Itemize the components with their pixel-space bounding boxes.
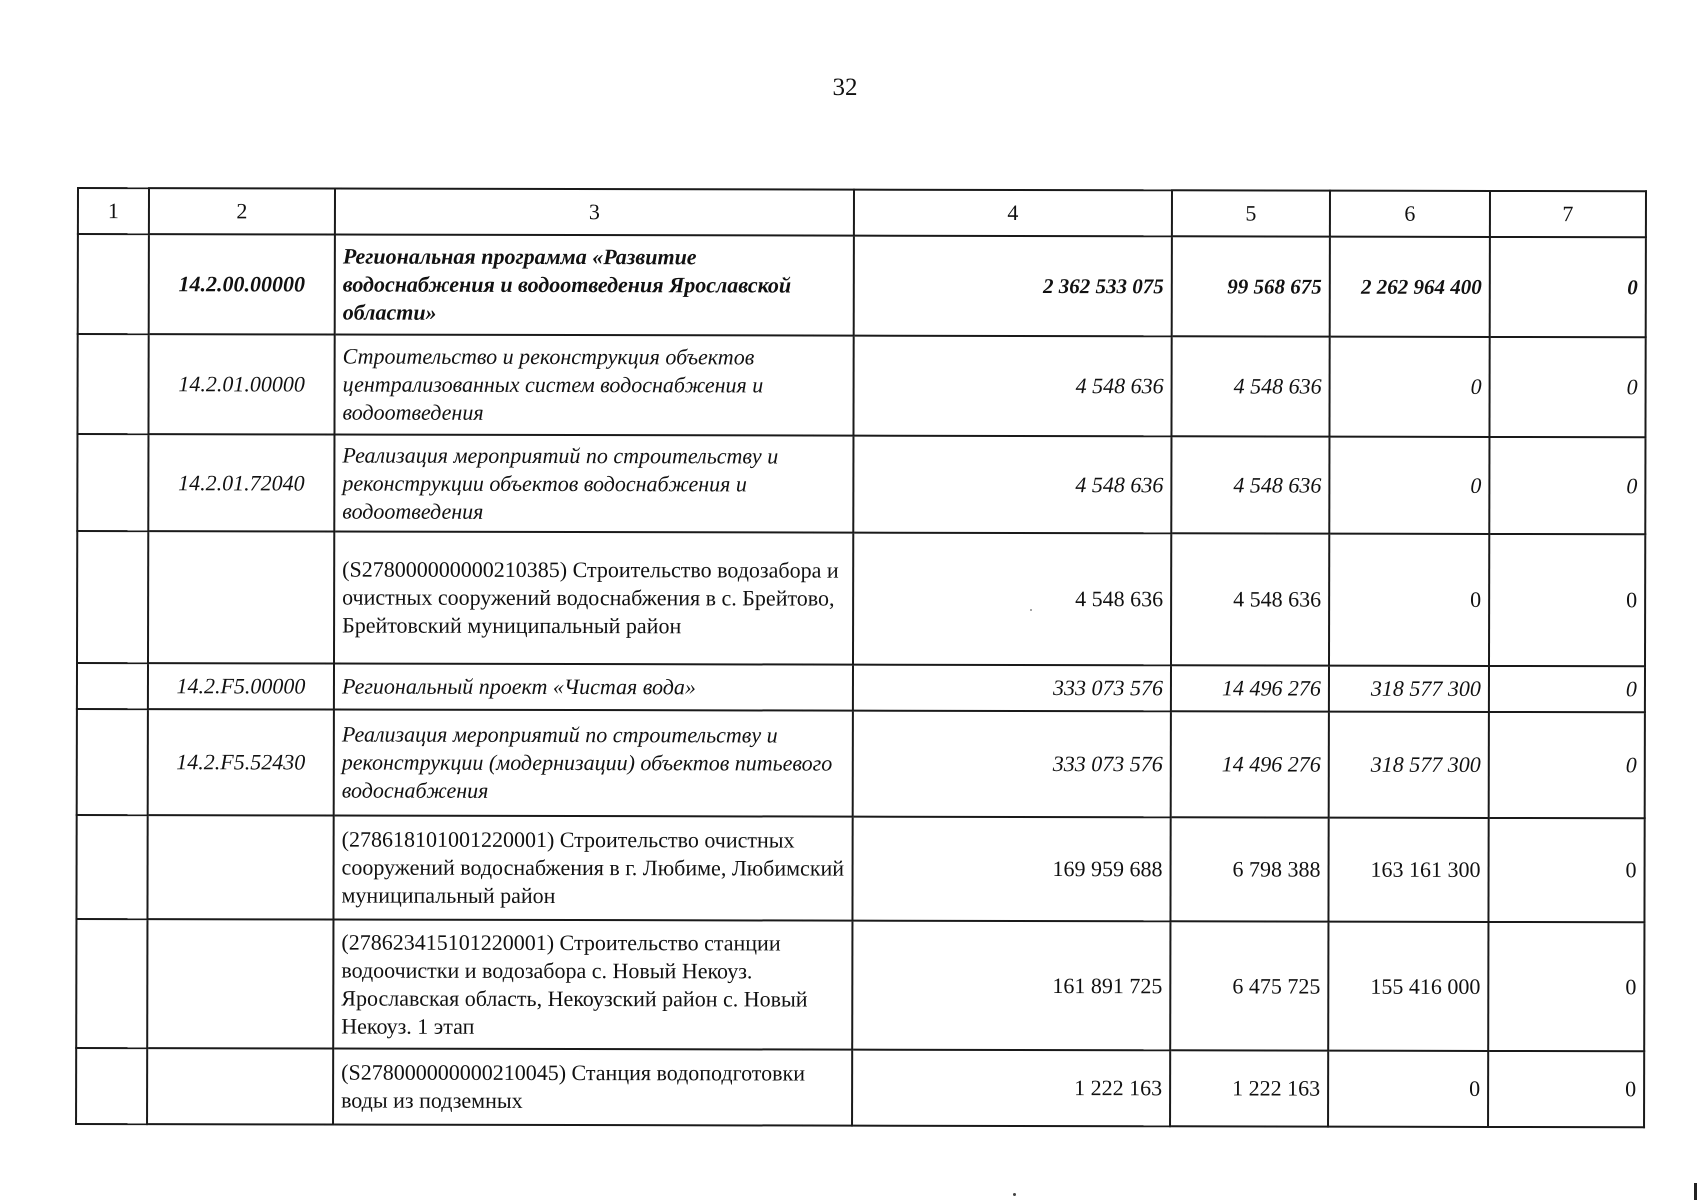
budget-table bbox=[75, 187, 1647, 1128]
cell-col5 bbox=[1171, 665, 1329, 711]
cell-col1 bbox=[77, 531, 148, 663]
cell-code bbox=[147, 1048, 333, 1124]
header-cell: 3 bbox=[335, 189, 854, 236]
cell-col7-text: 0 bbox=[1625, 973, 1637, 999]
cell-code bbox=[147, 815, 333, 919]
cell-total-text: 1 222 163 bbox=[1074, 1075, 1163, 1101]
cell-total bbox=[853, 336, 1171, 437]
cell-code-text: 14.2.00.00000 bbox=[178, 271, 306, 297]
cell-name-text: Реализация мероприятий по строительству и реконструкции объектов водоснабжения и водоотведения bbox=[342, 442, 779, 524]
table-row bbox=[76, 1048, 1644, 1127]
cell-name-text: (278623415101220001) Строительство станции водоочистки и водозабора с. Новый Некоуз. Ярославская область, Некоузский район с. Новый Некоуз. 1 этап bbox=[341, 929, 808, 1039]
cell-col6-text: 155 416 000 bbox=[1370, 973, 1481, 999]
cell-col6 bbox=[1328, 1051, 1488, 1127]
cell-col5 bbox=[1171, 533, 1329, 665]
cell-code-text: 14.2.F5.00000 bbox=[176, 673, 306, 699]
cell-total-text: 161 891 725 bbox=[1052, 972, 1163, 998]
cell-col7 bbox=[1488, 1051, 1644, 1127]
cell-col6-text: 0 bbox=[1470, 472, 1482, 498]
cell-col1 bbox=[77, 663, 148, 709]
scan-speck bbox=[1030, 609, 1032, 611]
cell-col5-text: 4 548 636 bbox=[1233, 471, 1322, 498]
cell-name bbox=[334, 710, 853, 817]
header-cell: 7 bbox=[1490, 191, 1646, 237]
cell-code bbox=[148, 531, 334, 663]
cell-code bbox=[147, 919, 333, 1048]
cell-total-text: 4 548 636 bbox=[1075, 471, 1164, 497]
cell-col6 bbox=[1329, 437, 1489, 534]
cell-col6-text: 163 161 300 bbox=[1370, 856, 1481, 882]
cell-col7-text: 0 bbox=[1625, 857, 1637, 883]
scan-speck bbox=[1013, 1193, 1016, 1196]
table-row bbox=[77, 434, 1645, 534]
cell-col7-text: 0 bbox=[1627, 275, 1638, 300]
cell-col7 bbox=[1489, 437, 1645, 534]
cell-total bbox=[852, 817, 1170, 922]
cell-name bbox=[334, 532, 853, 665]
header-cell: 1 bbox=[78, 188, 149, 234]
cell-total-text: 169 959 688 bbox=[1052, 856, 1163, 882]
cell-col7-text: 0 bbox=[1625, 676, 1637, 702]
cell-col7 bbox=[1489, 666, 1645, 712]
cell-col6 bbox=[1329, 534, 1489, 666]
cell-name bbox=[333, 1049, 852, 1126]
cell-code-text: 14.2.01.72040 bbox=[178, 469, 305, 495]
cell-name-text: (278618101001220001) Строительство очистных сооружений водоснабжения в г. Любиме, Любимский муниципальный район bbox=[341, 826, 845, 909]
cell-name bbox=[334, 435, 853, 533]
cell-col7 bbox=[1490, 237, 1646, 337]
cell-col5-text: 6 475 725 bbox=[1232, 972, 1321, 999]
cell-total-text: 4 548 636 bbox=[1075, 586, 1164, 612]
cell-col5-text: 4 548 636 bbox=[1233, 373, 1322, 399]
cell-col1 bbox=[78, 234, 149, 334]
cell-col6 bbox=[1328, 818, 1488, 922]
cell-col7-text: 0 bbox=[1625, 1076, 1637, 1102]
cell-col6-text: 2 262 964 400 bbox=[1361, 274, 1482, 299]
cell-col7 bbox=[1489, 534, 1645, 666]
cell-col6-text: 318 577 300 bbox=[1370, 751, 1481, 777]
cell-total bbox=[852, 921, 1170, 1051]
cell-col5-text: 14 496 276 bbox=[1221, 751, 1321, 777]
cell-col6-text: 0 bbox=[1470, 373, 1482, 399]
cell-name bbox=[333, 920, 852, 1050]
cell-col7-text: 0 bbox=[1626, 587, 1638, 613]
cell-col5 bbox=[1170, 921, 1328, 1050]
cell-name bbox=[334, 335, 853, 436]
header-cell: 2 bbox=[149, 188, 335, 234]
cell-col7-text: 0 bbox=[1625, 752, 1637, 778]
cell-name-text: (S278000000000210385) Строительство водозабора и очистных сооружений водоснабжения в с. Брейтово, Брейтовский муниципальный район bbox=[342, 556, 839, 639]
cell-col5 bbox=[1170, 1050, 1328, 1126]
cell-col6 bbox=[1329, 666, 1489, 712]
cell-total-text: 333 073 576 bbox=[1052, 675, 1163, 701]
header-cell: 4 bbox=[854, 190, 1172, 237]
cell-col5 bbox=[1172, 236, 1330, 336]
cell-total bbox=[853, 665, 1171, 712]
cell-col5 bbox=[1170, 817, 1328, 921]
cell-col6 bbox=[1330, 237, 1490, 337]
cell-code bbox=[149, 234, 335, 334]
cell-col5 bbox=[1171, 436, 1329, 533]
cell-col5-text: 1 222 163 bbox=[1232, 1075, 1321, 1101]
cell-col7 bbox=[1488, 922, 1644, 1051]
cell-col5-text: 14 496 276 bbox=[1221, 675, 1321, 701]
cell-total-text: 2 362 533 075 bbox=[1043, 274, 1164, 299]
table-row bbox=[76, 815, 1644, 922]
cell-total bbox=[853, 436, 1171, 534]
cell-name-text: Региональный проект «Чистая вода» bbox=[341, 673, 696, 700]
cell-total bbox=[853, 711, 1171, 818]
cell-col1 bbox=[76, 919, 147, 1048]
table-body bbox=[76, 188, 1646, 1127]
cell-col6-text: 0 bbox=[1470, 586, 1482, 612]
cell-col5-text: 99 568 675 bbox=[1227, 274, 1322, 299]
cell-total bbox=[854, 236, 1172, 337]
table-row bbox=[76, 919, 1644, 1051]
cell-code bbox=[148, 434, 334, 531]
table-row bbox=[77, 531, 1645, 666]
table-row bbox=[78, 234, 1646, 337]
cell-code-text: 14.2.F5.52430 bbox=[176, 749, 306, 775]
cell-code bbox=[148, 334, 334, 434]
cell-total bbox=[852, 1050, 1170, 1127]
cell-col1 bbox=[76, 815, 147, 919]
cell-name-text: Строительство и реконструкция объектов централизованных систем водоснабжения и водоотведения bbox=[342, 343, 764, 425]
cell-col5-text: 6 798 388 bbox=[1232, 856, 1321, 882]
cell-name-text: Региональная программа «Развитие водоснабжения и водоотведения Ярославской области» bbox=[342, 243, 792, 325]
cell-col6 bbox=[1329, 712, 1489, 818]
table-row bbox=[77, 663, 1645, 712]
cell-total-text: 4 548 636 bbox=[1075, 373, 1164, 399]
cell-col1 bbox=[76, 1048, 147, 1124]
cell-col7-text: 0 bbox=[1626, 374, 1638, 400]
cell-col7 bbox=[1489, 337, 1645, 437]
cell-total-text: 333 073 576 bbox=[1052, 751, 1163, 777]
cell-name bbox=[334, 664, 853, 711]
cell-name-text: Реализация мероприятий по строительству и реконструкции (модернизации) объектов питьевого водоснабжения bbox=[341, 721, 833, 803]
cell-col7 bbox=[1488, 818, 1644, 922]
header-cell: 5 bbox=[1172, 190, 1330, 236]
cell-col1 bbox=[77, 709, 148, 815]
cell-col6 bbox=[1328, 922, 1488, 1051]
cell-code bbox=[148, 663, 334, 709]
cell-total bbox=[853, 533, 1171, 666]
header-cell: 6 bbox=[1330, 191, 1490, 237]
table-row bbox=[77, 334, 1645, 437]
cell-name bbox=[333, 816, 852, 921]
cell-col5 bbox=[1171, 336, 1329, 436]
table-row bbox=[77, 709, 1645, 818]
cell-col1 bbox=[77, 334, 148, 434]
cell-col6 bbox=[1329, 337, 1489, 437]
cell-col6-text: 0 bbox=[1469, 1075, 1481, 1101]
cell-name bbox=[335, 235, 854, 336]
cell-col5-text: 4 548 636 bbox=[1233, 586, 1322, 612]
cell-col6-text: 318 577 300 bbox=[1370, 675, 1481, 701]
cell-code-text: 14.2.01.00000 bbox=[178, 371, 305, 397]
cell-col7-text: 0 bbox=[1626, 472, 1638, 498]
header-row bbox=[78, 188, 1646, 237]
page-number: 32 bbox=[832, 74, 858, 101]
cell-name-text: (S278000000000210045) Станция водоподготовки воды из подземных bbox=[341, 1059, 806, 1113]
cell-code bbox=[148, 709, 334, 815]
cell-col1 bbox=[77, 434, 148, 531]
cell-col7 bbox=[1489, 712, 1645, 818]
cell-col5 bbox=[1171, 711, 1329, 817]
